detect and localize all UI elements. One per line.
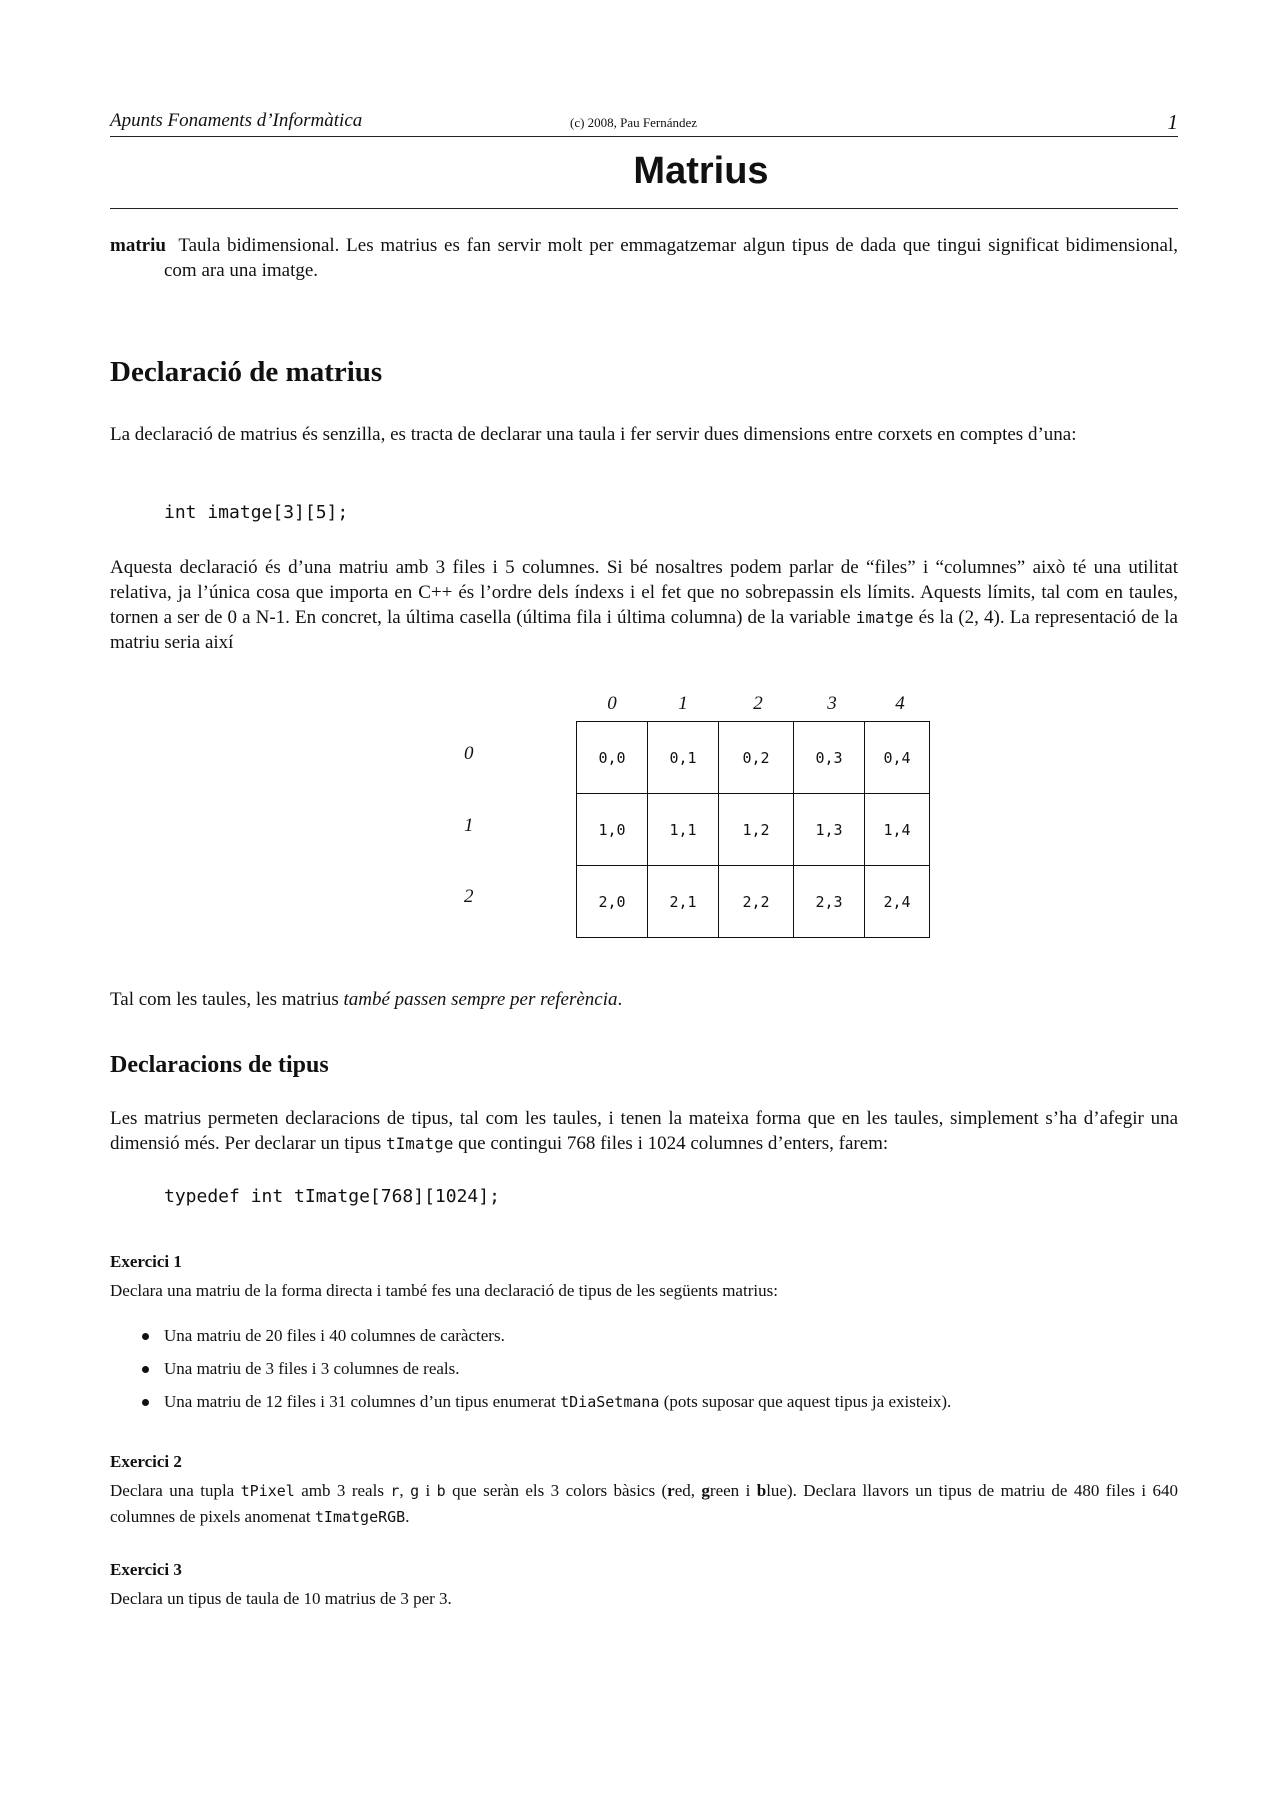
section1-explanation: Aquesta declaració és d’una matriu amb 3 files i 5 columnes. Si bé nosaltres podem parlar de “files” i “columnes” això té una utilitat relativa, ja l’única cosa que importa en C++ és l’ordre dels índexs i el fet que no sobrepassin els límits. Aquests límits, tal com en taules, tornen a ser de 0 a N-1. En concret, la última casella (última fila i última columna) de la variable imatge és la (2, 4). La representació de la matriu seria així bbox=[110, 557, 1178, 653]
exercise-2-text: Declara una tupla tPixel amb 3 reals r, g i b que seràn els 3 colors bàsics (red, green i blue). Declara llavors un tipus de matriu de 480 files i 640 columnes de pixels anomenat tImatgeRGB. bbox=[110, 1481, 1179, 1526]
column-index: 1 bbox=[678, 693, 688, 714]
row-index: 1 bbox=[464, 815, 474, 836]
matrix-cell: 1,3 bbox=[794, 794, 865, 866]
matrix-row bbox=[577, 722, 930, 794]
matrix-cell: 1,4 bbox=[865, 794, 930, 866]
header-copyright: (c) 2008, Pau Fernández bbox=[570, 115, 698, 130]
header-page-number: 1 bbox=[1167, 110, 1178, 134]
title-rule bbox=[110, 208, 1178, 209]
matrix-cell: 1,2 bbox=[719, 794, 794, 866]
matrix-cell: 1,1 bbox=[648, 794, 719, 866]
inline-code-tpixel: tPixel bbox=[240, 1482, 295, 1500]
inline-code-timatgergb: tImatgeRGB bbox=[314, 1508, 406, 1526]
matrix-cell: 2,4 bbox=[865, 866, 930, 938]
section2-explanation: Les matrius permeten declaracions de tipus, tal com les taules, i tenen la mateixa forma que en les taules, simplement s’ha d’afegir una dimensió més. Per declarar un tipus tImatge que contingui 768 files i 1024 columnes d’enters, farem: bbox=[110, 1108, 1178, 1154]
inline-code-imatge: imatge bbox=[855, 608, 914, 627]
matrix-cell: 0,4 bbox=[865, 722, 930, 794]
exercise-1-list bbox=[140, 1319, 951, 1419]
list-item: Una matriu de 12 files i 31 columnes d’un tipus enumerat tDiaSetmana (pots suposar que aquest tipus ja existeix). bbox=[140, 1385, 951, 1419]
matrix-table bbox=[576, 721, 930, 938]
definition-term: matriu bbox=[110, 235, 166, 256]
inline-code-g: g bbox=[410, 1482, 420, 1500]
code-typedef: typedef int tImatge[768][1024]; bbox=[164, 1186, 500, 1207]
inline-code-timatge: tImatge bbox=[385, 1134, 454, 1153]
matrix-diagram bbox=[464, 693, 964, 953]
section1-intro: La declaració de matrius és senzilla, es tracta de declarar una taula i fer servir dues dimensions entre corxets en comptes d’una: bbox=[110, 424, 1077, 445]
matrix-cell: 2,2 bbox=[719, 866, 794, 938]
exercise-1-text: Declara una matriu de la forma directa i també fes una declaració de tipus de les següents matrius: bbox=[110, 1281, 778, 1300]
matrix-cell: 0,0 bbox=[577, 722, 648, 794]
header-course-title: Apunts Fonaments d’Informàtica bbox=[110, 110, 363, 131]
list-item: Una matriu de 20 files i 40 columnes de caràcters. bbox=[140, 1319, 951, 1352]
inline-code-tdiasetmana: tDiaSetmana bbox=[560, 1393, 660, 1411]
matrix-row bbox=[577, 866, 930, 938]
column-index: 4 bbox=[895, 693, 905, 714]
reference-note: Tal com les taules, les matrius també passen sempre per referència. bbox=[110, 989, 623, 1010]
inline-code-b: b bbox=[436, 1482, 446, 1500]
definition-text: Taula bidimensional. Les matrius es fan servir molt per emmagatzemar algun tipus de dada que tingui significat bidimensional, com ara una imatge. bbox=[164, 235, 1178, 281]
matrix-cell: 0,1 bbox=[648, 722, 719, 794]
row-index: 2 bbox=[464, 886, 474, 907]
row-index: 0 bbox=[464, 743, 474, 764]
matrix-cell: 1,0 bbox=[577, 794, 648, 866]
section-heading-declaracio: Declaració de matrius bbox=[110, 356, 383, 388]
page-title: Matrius bbox=[633, 150, 769, 192]
exercise-3-title: Exercici 3 bbox=[110, 1560, 182, 1579]
exercise-1-title: Exercici 1 bbox=[110, 1252, 182, 1271]
definition-matriu bbox=[110, 233, 1178, 283]
column-index: 0 bbox=[607, 693, 617, 714]
matrix-cell: 0,2 bbox=[719, 722, 794, 794]
matrix-cell: 0,3 bbox=[794, 722, 865, 794]
matrix-cell: 2,3 bbox=[794, 866, 865, 938]
emphasis-reference: també passen sempre per referència bbox=[343, 989, 618, 1010]
matrix-cell: 2,0 bbox=[577, 866, 648, 938]
exercise-3-text: Declara un tipus de taula de 10 matrius de 3 per 3. bbox=[110, 1589, 452, 1608]
inline-code-r: r bbox=[390, 1482, 400, 1500]
running-header bbox=[110, 108, 1178, 137]
code-declaration: int imatge[3][5]; bbox=[164, 502, 349, 523]
section-heading-tipus: Declaracions de tipus bbox=[110, 1052, 329, 1078]
matrix-cell: 2,1 bbox=[648, 866, 719, 938]
exercise-2-title: Exercici 2 bbox=[110, 1452, 182, 1471]
list-item: Una matriu de 3 files i 3 columnes de reals. bbox=[140, 1352, 951, 1385]
matrix-row bbox=[577, 794, 930, 866]
column-index: 2 bbox=[753, 693, 763, 714]
document-page bbox=[110, 0, 1178, 1811]
column-index: 3 bbox=[827, 693, 837, 714]
